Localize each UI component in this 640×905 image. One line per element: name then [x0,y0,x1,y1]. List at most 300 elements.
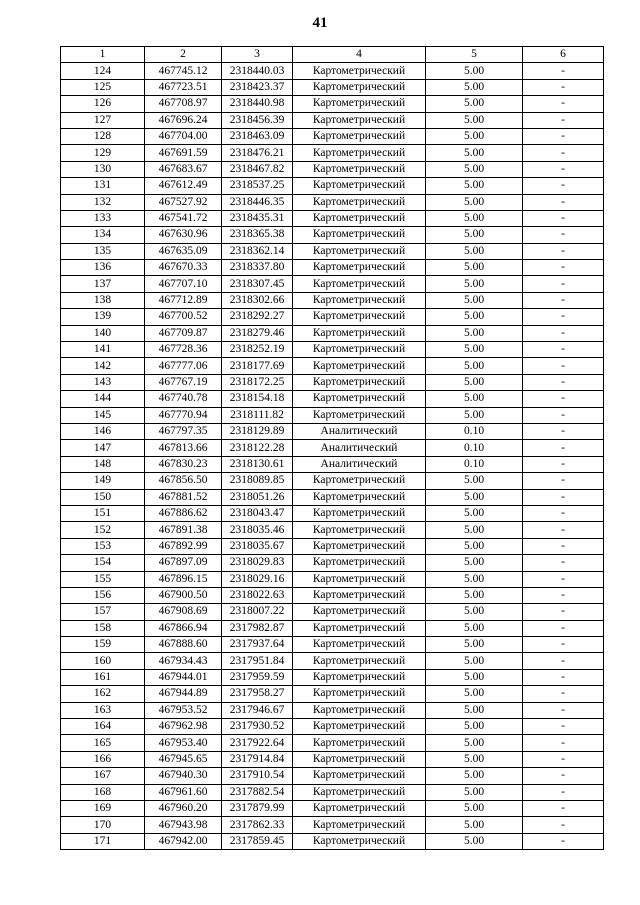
y-coordinate-cell: 2317959.59 [222,669,293,685]
table-row [61,719,604,735]
point-number-cell: 138 [61,292,145,308]
table-row [61,473,604,489]
accuracy-cell: 5.00 [426,325,523,341]
x-coordinate-cell: 467745.12 [145,63,222,79]
accuracy-cell: 5.00 [426,260,523,276]
y-coordinate-cell: 2318440.98 [222,96,293,112]
note-cell: - [523,243,604,259]
accuracy-cell: 5.00 [426,817,523,833]
accuracy-cell: 5.00 [426,96,523,112]
point-number-cell: 152 [61,522,145,538]
accuracy-cell: 5.00 [426,358,523,374]
note-cell: - [523,358,604,374]
y-coordinate-cell: 2318154.18 [222,391,293,407]
table-row [61,456,604,472]
accuracy-cell: 5.00 [426,473,523,489]
note-cell: - [523,702,604,718]
table-row [61,407,604,423]
point-number-cell: 166 [61,751,145,767]
method-cell: Картометрический [293,342,426,358]
note-cell: - [523,555,604,571]
note-cell: - [523,210,604,226]
x-coordinate-cell: 467797.35 [145,423,222,439]
table-row [61,751,604,767]
method-cell: Картометрический [293,817,426,833]
accuracy-cell: 5.00 [426,768,523,784]
y-coordinate-cell: 2318007.22 [222,604,293,620]
table-row [61,260,604,276]
note-cell: - [523,571,604,587]
x-coordinate-cell: 467908.69 [145,604,222,620]
x-coordinate-cell: 467712.89 [145,292,222,308]
note-cell: - [523,112,604,128]
table-row [61,817,604,833]
note-cell: - [523,309,604,325]
table-row [61,309,604,325]
table-row [61,784,604,800]
note-cell: - [523,833,604,849]
accuracy-cell: 5.00 [426,702,523,718]
method-cell: Картометрический [293,178,426,194]
table-row [61,735,604,751]
x-coordinate-cell: 467881.52 [145,489,222,505]
method-cell: Картометрический [293,702,426,718]
table-row [61,210,604,226]
table-row [61,768,604,784]
table-row [61,489,604,505]
method-cell: Картометрический [293,63,426,79]
accuracy-cell: 5.00 [426,243,523,259]
point-number-cell: 127 [61,112,145,128]
x-coordinate-cell: 467527.92 [145,194,222,210]
y-coordinate-cell: 2317982.87 [222,620,293,636]
x-coordinate-cell: 467813.66 [145,440,222,456]
x-coordinate-cell: 467960.20 [145,800,222,816]
accuracy-cell: 5.00 [426,833,523,849]
accuracy-cell: 5.00 [426,555,523,571]
note-cell: - [523,325,604,341]
accuracy-cell: 5.00 [426,309,523,325]
note-cell: - [523,440,604,456]
point-number-cell: 140 [61,325,145,341]
note-cell: - [523,735,604,751]
point-number-cell: 139 [61,309,145,325]
y-coordinate-cell: 2318172.25 [222,374,293,390]
y-coordinate-cell: 2318252.19 [222,342,293,358]
y-coordinate-cell: 2318476.21 [222,145,293,161]
point-number-cell: 170 [61,817,145,833]
x-coordinate-cell: 467630.96 [145,227,222,243]
page-number: 41 [312,15,328,31]
method-cell: Картометрический [293,719,426,735]
point-number-cell: 146 [61,423,145,439]
method-cell: Картометрический [293,374,426,390]
point-number-cell: 126 [61,96,145,112]
accuracy-cell: 5.00 [426,538,523,554]
table-row [61,358,604,374]
table-row [61,653,604,669]
column-header: 2 [145,47,222,63]
y-coordinate-cell: 2318130.61 [222,456,293,472]
point-number-cell: 158 [61,620,145,636]
table-row [61,374,604,390]
x-coordinate-cell: 467962.98 [145,719,222,735]
accuracy-cell: 5.00 [426,620,523,636]
y-coordinate-cell: 2318029.83 [222,555,293,571]
x-coordinate-cell: 467940.30 [145,768,222,784]
table-row [61,800,604,816]
x-coordinate-cell: 467708.97 [145,96,222,112]
note-cell: - [523,653,604,669]
point-number-cell: 130 [61,161,145,177]
y-coordinate-cell: 2317862.33 [222,817,293,833]
y-coordinate-cell: 2318089.85 [222,473,293,489]
accuracy-cell: 5.00 [426,227,523,243]
table-body [61,63,604,850]
coordinates-table [60,46,604,850]
accuracy-cell: 5.00 [426,604,523,620]
table-row [61,292,604,308]
x-coordinate-cell: 467670.33 [145,260,222,276]
y-coordinate-cell: 2318362.14 [222,243,293,259]
method-cell: Аналитический [293,440,426,456]
method-cell: Картометрический [293,358,426,374]
method-cell: Картометрический [293,538,426,554]
method-cell: Картометрический [293,276,426,292]
method-cell: Картометрический [293,571,426,587]
point-number-cell: 141 [61,342,145,358]
x-coordinate-cell: 467709.87 [145,325,222,341]
y-coordinate-cell: 2318292.27 [222,309,293,325]
note-cell: - [523,79,604,95]
note-cell: - [523,817,604,833]
method-cell: Картометрический [293,489,426,505]
table-row [61,505,604,521]
y-coordinate-cell: 2318035.46 [222,522,293,538]
y-coordinate-cell: 2318456.39 [222,112,293,128]
note-cell: - [523,260,604,276]
column-header: 5 [426,47,523,63]
y-coordinate-cell: 2318307.45 [222,276,293,292]
note-cell: - [523,178,604,194]
point-number-cell: 136 [61,260,145,276]
note-cell: - [523,128,604,144]
x-coordinate-cell: 467777.06 [145,358,222,374]
accuracy-cell: 5.00 [426,79,523,95]
y-coordinate-cell: 2317879.99 [222,800,293,816]
point-number-cell: 160 [61,653,145,669]
method-cell: Картометрический [293,96,426,112]
accuracy-cell: 5.00 [426,784,523,800]
table-row [61,391,604,407]
point-number-cell: 169 [61,800,145,816]
point-number-cell: 129 [61,145,145,161]
point-number-cell: 161 [61,669,145,685]
method-cell: Картометрический [293,620,426,636]
x-coordinate-cell: 467934.43 [145,653,222,669]
table-row [61,227,604,243]
method-cell: Картометрический [293,800,426,816]
note-cell: - [523,719,604,735]
method-cell: Картометрический [293,391,426,407]
y-coordinate-cell: 2318423.37 [222,79,293,95]
table-row [61,538,604,554]
accuracy-cell: 5.00 [426,407,523,423]
x-coordinate-cell: 467945.65 [145,751,222,767]
note-cell: - [523,604,604,620]
note-cell: - [523,473,604,489]
method-cell: Картометрический [293,604,426,620]
accuracy-cell: 5.00 [426,161,523,177]
accuracy-cell: 5.00 [426,522,523,538]
point-number-cell: 154 [61,555,145,571]
y-coordinate-cell: 2317951.84 [222,653,293,669]
accuracy-cell: 0.10 [426,440,523,456]
y-coordinate-cell: 2318177.69 [222,358,293,374]
table-row [61,178,604,194]
method-cell: Картометрический [293,784,426,800]
method-cell: Аналитический [293,456,426,472]
method-cell: Картометрический [293,260,426,276]
point-number-cell: 137 [61,276,145,292]
x-coordinate-cell: 467943.98 [145,817,222,833]
table-row [61,686,604,702]
table-row [61,423,604,439]
point-number-cell: 153 [61,538,145,554]
accuracy-cell: 5.00 [426,374,523,390]
method-cell: Картометрический [293,686,426,702]
point-number-cell: 131 [61,178,145,194]
method-cell: Картометрический [293,505,426,521]
point-number-cell: 168 [61,784,145,800]
method-cell: Картометрический [293,161,426,177]
note-cell: - [523,63,604,79]
note-cell: - [523,161,604,177]
note-cell: - [523,620,604,636]
table-row [61,325,604,341]
accuracy-cell: 5.00 [426,145,523,161]
x-coordinate-cell: 467767.19 [145,374,222,390]
note-cell: - [523,374,604,390]
table-row [61,63,604,79]
y-coordinate-cell: 2318537.25 [222,178,293,194]
point-number-cell: 165 [61,735,145,751]
point-number-cell: 132 [61,194,145,210]
table-row [61,96,604,112]
method-cell: Картометрический [293,751,426,767]
x-coordinate-cell: 467770.94 [145,407,222,423]
y-coordinate-cell: 2317859.45 [222,833,293,849]
table-row [61,702,604,718]
y-coordinate-cell: 2318129.89 [222,423,293,439]
point-number-cell: 167 [61,768,145,784]
x-coordinate-cell: 467723.51 [145,79,222,95]
note-cell: - [523,423,604,439]
accuracy-cell: 5.00 [426,669,523,685]
point-number-cell: 134 [61,227,145,243]
accuracy-cell: 5.00 [426,112,523,128]
accuracy-cell: 5.00 [426,571,523,587]
accuracy-cell: 5.00 [426,800,523,816]
table-row [61,243,604,259]
y-coordinate-cell: 2318467.82 [222,161,293,177]
method-cell: Картометрический [293,292,426,308]
accuracy-cell: 5.00 [426,128,523,144]
x-coordinate-cell: 467942.00 [145,833,222,849]
x-coordinate-cell: 467691.59 [145,145,222,161]
point-number-cell: 156 [61,587,145,603]
table-row [61,587,604,603]
y-coordinate-cell: 2317930.52 [222,719,293,735]
table-row [61,571,604,587]
y-coordinate-cell: 2317910.54 [222,768,293,784]
table-row [61,145,604,161]
table-row [61,194,604,210]
column-header: 4 [293,47,426,63]
x-coordinate-cell: 467728.36 [145,342,222,358]
method-cell: Картометрический [293,79,426,95]
table-row [61,161,604,177]
accuracy-cell: 5.00 [426,587,523,603]
method-cell: Картометрический [293,309,426,325]
table-row [61,833,604,849]
note-cell: - [523,686,604,702]
x-coordinate-cell: 467704.00 [145,128,222,144]
table-header-row [61,47,604,63]
method-cell: Аналитический [293,423,426,439]
table-row [61,669,604,685]
note-cell: - [523,637,604,653]
y-coordinate-cell: 2317914.84 [222,751,293,767]
table-row [61,79,604,95]
point-number-cell: 145 [61,407,145,423]
accuracy-cell: 5.00 [426,686,523,702]
accuracy-cell: 5.00 [426,63,523,79]
y-coordinate-cell: 2317958.27 [222,686,293,702]
x-coordinate-cell: 467896.15 [145,571,222,587]
method-cell: Картометрический [293,407,426,423]
y-coordinate-cell: 2318051.26 [222,489,293,505]
method-cell: Картометрический [293,194,426,210]
x-coordinate-cell: 467953.40 [145,735,222,751]
y-coordinate-cell: 2317937.64 [222,637,293,653]
x-coordinate-cell: 467541.72 [145,210,222,226]
note-cell: - [523,669,604,685]
x-coordinate-cell: 467700.52 [145,309,222,325]
accuracy-cell: 5.00 [426,292,523,308]
note-cell: - [523,538,604,554]
note-cell: - [523,768,604,784]
point-number-cell: 164 [61,719,145,735]
table-row [61,128,604,144]
x-coordinate-cell: 467612.49 [145,178,222,194]
y-coordinate-cell: 2318302.66 [222,292,293,308]
note-cell: - [523,276,604,292]
x-coordinate-cell: 467891.38 [145,522,222,538]
table-row [61,637,604,653]
table-row [61,112,604,128]
method-cell: Картометрический [293,768,426,784]
x-coordinate-cell: 467953.52 [145,702,222,718]
x-coordinate-cell: 467944.89 [145,686,222,702]
table-row [61,522,604,538]
x-coordinate-cell: 467961.60 [145,784,222,800]
accuracy-cell: 5.00 [426,178,523,194]
note-cell: - [523,751,604,767]
method-cell: Картометрический [293,128,426,144]
point-number-cell: 157 [61,604,145,620]
accuracy-cell: 5.00 [426,751,523,767]
column-header: 3 [222,47,293,63]
x-coordinate-cell: 467944.01 [145,669,222,685]
note-cell: - [523,96,604,112]
point-number-cell: 171 [61,833,145,849]
table-row [61,604,604,620]
note-cell: - [523,587,604,603]
accuracy-cell: 5.00 [426,719,523,735]
method-cell: Картометрический [293,210,426,226]
point-number-cell: 135 [61,243,145,259]
method-cell: Картометрический [293,555,426,571]
accuracy-cell: 5.00 [426,637,523,653]
accuracy-cell: 5.00 [426,210,523,226]
y-coordinate-cell: 2318446.35 [222,194,293,210]
x-coordinate-cell: 467892.99 [145,538,222,554]
method-cell: Картометрический [293,587,426,603]
point-number-cell: 125 [61,79,145,95]
y-coordinate-cell: 2318122.28 [222,440,293,456]
x-coordinate-cell: 467866.94 [145,620,222,636]
y-coordinate-cell: 2318111.82 [222,407,293,423]
point-number-cell: 162 [61,686,145,702]
note-cell: - [523,145,604,161]
method-cell: Картометрический [293,112,426,128]
y-coordinate-cell: 2318035.67 [222,538,293,554]
x-coordinate-cell: 467635.09 [145,243,222,259]
method-cell: Картометрический [293,243,426,259]
column-header: 1 [61,47,145,63]
note-cell: - [523,227,604,243]
note-cell: - [523,784,604,800]
method-cell: Картометрический [293,833,426,849]
point-number-cell: 147 [61,440,145,456]
point-number-cell: 151 [61,505,145,521]
table-row [61,555,604,571]
point-number-cell: 148 [61,456,145,472]
point-number-cell: 133 [61,210,145,226]
y-coordinate-cell: 2318029.16 [222,571,293,587]
table-row [61,620,604,636]
x-coordinate-cell: 467886.62 [145,505,222,521]
note-cell: - [523,489,604,505]
y-coordinate-cell: 2318440.03 [222,63,293,79]
point-number-cell: 159 [61,637,145,653]
point-number-cell: 149 [61,473,145,489]
method-cell: Картометрический [293,473,426,489]
note-cell: - [523,391,604,407]
method-cell: Картометрический [293,325,426,341]
note-cell: - [523,522,604,538]
method-cell: Картометрический [293,145,426,161]
accuracy-cell: 5.00 [426,653,523,669]
note-cell: - [523,800,604,816]
method-cell: Картометрический [293,669,426,685]
y-coordinate-cell: 2318043.47 [222,505,293,521]
point-number-cell: 142 [61,358,145,374]
y-coordinate-cell: 2317946.67 [222,702,293,718]
note-cell: - [523,456,604,472]
method-cell: Картометрический [293,735,426,751]
